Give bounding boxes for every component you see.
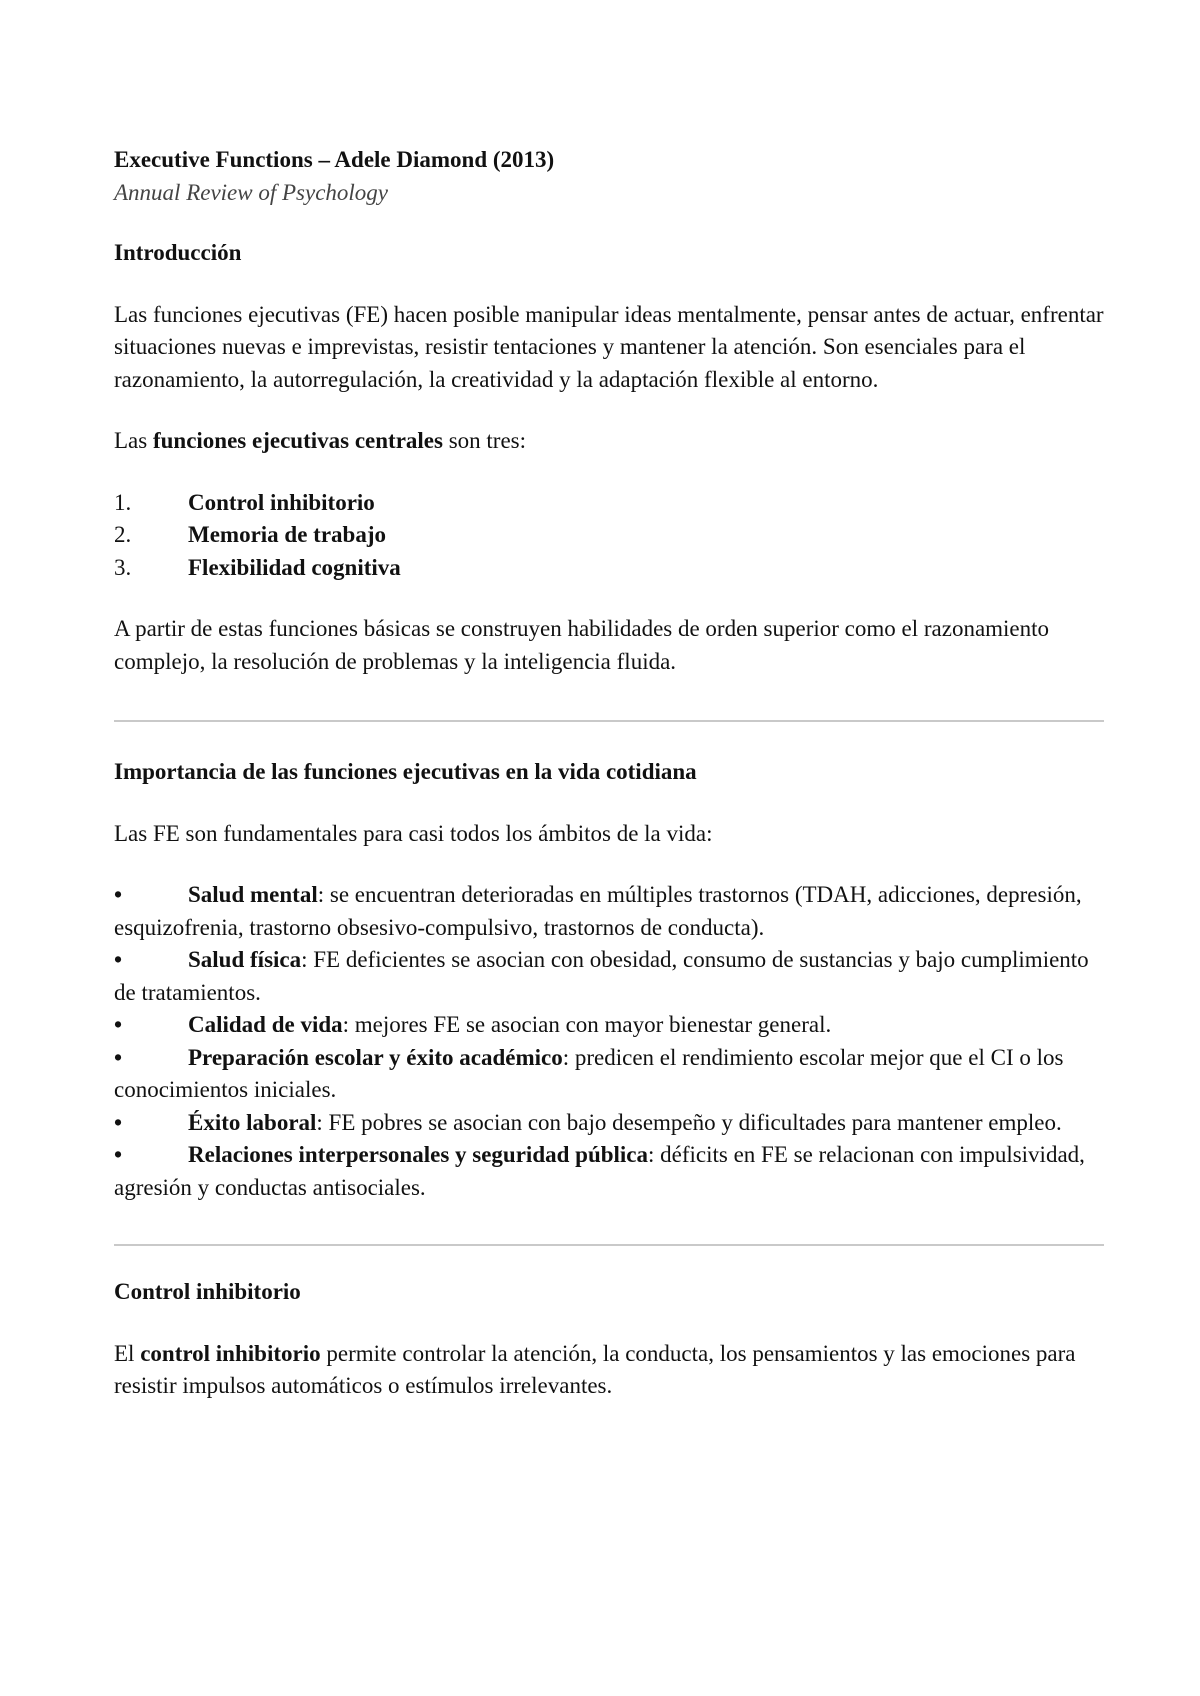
item-text: : FE pobres se asocian con bajo desempeño y dificultades para mantener empleo. [316, 1109, 1062, 1135]
inhibitory-suffix: permite controlar la atención, la conducta, los pensamientos y las emociones para resistir impulsos automáticos o estímulos irrelevantes. [114, 1340, 1076, 1398]
item-term: Preparación escolar y éxito académico [188, 1044, 563, 1070]
item-term: Salud física [188, 947, 302, 972]
item-term: Salud mental [188, 882, 318, 907]
section-heading-inhibitory: Control inhibitorio [114, 1279, 301, 1304]
core-lead-bold: funciones ejecutivas centrales [152, 428, 443, 453]
list-item [114, 1107, 1104, 1140]
item-text: : FE deficientes se asocian con obesidad, consumo de sustancias y bajo cumplimiento de tratamientos. [114, 947, 1089, 1005]
item-text: : mejores FE se asocian con mayor bienestar general. [342, 1012, 832, 1037]
intro-closing-paragraph: A partir de estas funciones básicas se construyen habilidades de orden superior como el razonamiento complejo, la resolución de problemas y la inteligencia fluida. [114, 616, 1050, 674]
item-text: : déficits en FE se relacionan con impulsividad, agresión y conductas antisociales. [114, 1142, 1085, 1200]
list-item [114, 1009, 1104, 1042]
importance-lead: Las FE son fundamentales para casi todos los ámbitos de la vida: [114, 820, 713, 846]
inhibitory-prefix: El [114, 1340, 141, 1366]
item-term: Éxito laboral [188, 1109, 317, 1135]
list-label: Flexibilidad cognitiva [188, 554, 401, 580]
list-number: 3. [114, 554, 132, 580]
list-item [114, 1139, 1104, 1204]
journal-name: Annual Review of Psychology [114, 179, 389, 205]
item-term: Calidad de vida [188, 1012, 343, 1037]
bullet-icon: • [114, 947, 123, 972]
bullet-icon: • [114, 1109, 123, 1135]
core-functions-list [114, 487, 1104, 585]
bullet-icon: • [114, 1044, 123, 1070]
core-functions-lead [114, 425, 1104, 458]
list-label: Control inhibitorio [188, 489, 375, 515]
section-heading-importance: Importancia de las funciones ejecutivas en la vida cotidiana [114, 759, 697, 784]
item-text: : se encuentran deterioradas en múltiples trastornos (TDAH, adicciones, depresión, esquizofrenia, trastorno obsesivo-compulsivo, trastornos de conducta). [114, 882, 1082, 940]
inhibitory-paragraph [114, 1338, 1104, 1403]
list-number: 2. [114, 522, 132, 547]
item-term: Relaciones interpersonales y seguridad pública [188, 1142, 649, 1167]
intro-paragraph: Las funciones ejecutivas (FE) hacen posible manipular ideas mentalmente, pensar antes de actuar, enfrentar situaciones nuevas e imprevistas, resistir tentaciones y mantener la atención. Son esenciales para el razonamiento, la autorregulación, la creatividad y la adaptación flexible al entorno. [114, 301, 1104, 392]
list-item [114, 1042, 1104, 1107]
list-label: Memoria de trabajo [188, 522, 386, 547]
core-lead-prefix: Las [114, 428, 153, 453]
document-page [114, 144, 1104, 1403]
list-item [114, 519, 1104, 552]
document-title: Executive Functions – Adele Diamond (2013) [114, 147, 555, 172]
item-text: : predicen el rendimiento escolar mejor que el CI o los conocimientos iniciales. [114, 1044, 1064, 1102]
list-item [114, 944, 1104, 1009]
bullet-icon: • [114, 882, 123, 907]
core-lead-suffix: son tres: [442, 428, 527, 453]
bullet-icon: • [114, 1142, 123, 1167]
inhibitory-bold: control inhibitorio [140, 1340, 321, 1366]
list-number: 1. [114, 489, 132, 515]
section-heading-intro: Introducción [114, 240, 242, 265]
bullet-icon: • [114, 1012, 123, 1037]
importance-list [114, 879, 1104, 1204]
list-item [114, 487, 1104, 520]
list-item [114, 552, 1104, 585]
list-item [114, 879, 1104, 944]
